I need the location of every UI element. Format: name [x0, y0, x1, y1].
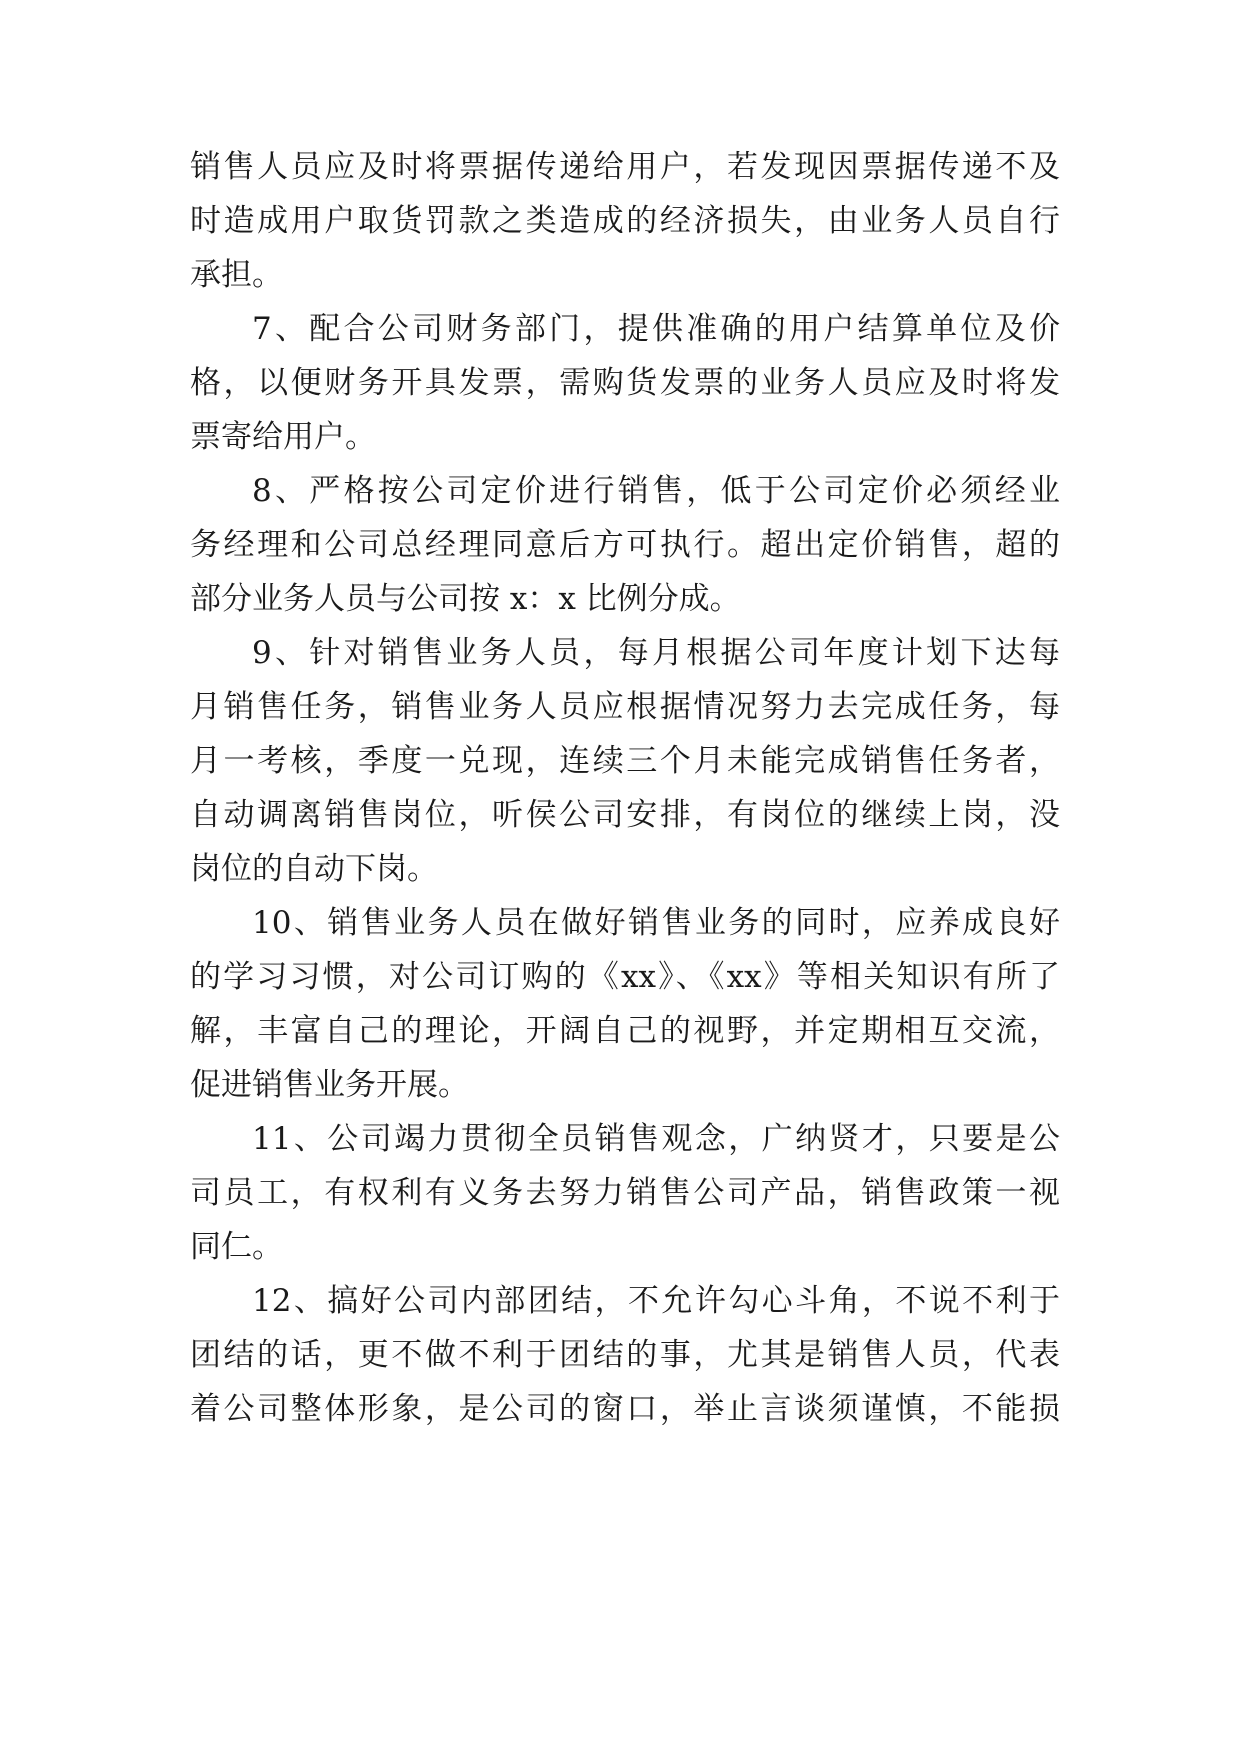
- text-line: 同仁。: [190, 1229, 283, 1265]
- text-line: 销售人员应及时将票据传递给用户，若发现因票据传递不及: [190, 149, 1060, 185]
- text-line: 7、配合公司财务部门，提供准确的用户结算单位及价: [252, 311, 1060, 347]
- text-line: 11、公司竭力贯彻全员销售观念，广纳贤才，只要是公: [252, 1121, 1060, 1157]
- text-line: 促进销售业务开展。: [190, 1067, 469, 1103]
- text-line: 着公司整体形象，是公司的窗口，举止言谈须谨慎，不能损: [190, 1391, 1060, 1427]
- text-line: 团结的话，更不做不利于团结的事，尤其是销售人员，代表: [190, 1337, 1060, 1373]
- text-line: 月一考核，季度一兑现，连续三个月未能完成销售任务者，: [190, 743, 1060, 779]
- text-line: 12、搞好公司内部团结，不允许勾心斗角，不说不利于: [252, 1283, 1060, 1319]
- text-line: 解，丰富自己的理论，开阔自己的视野，并定期相互交流，: [190, 1013, 1060, 1049]
- text-line: 的学习习惯，对公司订购的《xx》、《xx》等相关知识有所了: [190, 959, 1060, 995]
- text-line: 10、销售业务人员在做好销售业务的同时，应养成良好: [252, 905, 1060, 941]
- text-line: 部分业务人员与公司按 x：x 比例分成。: [190, 581, 741, 617]
- text-line: 自动调离销售岗位，听侯公司安排，有岗位的继续上岗，没: [190, 797, 1060, 833]
- text-line: 月销售任务，销售业务人员应根据情况努力去完成任务，每: [190, 689, 1060, 725]
- text-line: 务经理和公司总经理同意后方可执行。超出定价销售，超的: [190, 527, 1060, 563]
- text-line: 承担。: [190, 257, 283, 293]
- text-line: 票寄给用户。: [190, 419, 376, 455]
- text-line: 司员工，有权利有义务去努力销售公司产品，销售政策一视: [190, 1175, 1060, 1211]
- text-line: 格，以便财务开具发票，需购货发票的业务人员应及时将发: [190, 365, 1060, 401]
- text-line: 9、针对销售业务人员，每月根据公司年度计划下达每: [252, 635, 1060, 671]
- text-line: 岗位的自动下岗。: [190, 851, 438, 887]
- text-line: 8、严格按公司定价进行销售，低于公司定价必须经业: [252, 473, 1060, 509]
- text-line: 时造成用户取货罚款之类造成的经济损失，由业务人员自行: [190, 203, 1060, 239]
